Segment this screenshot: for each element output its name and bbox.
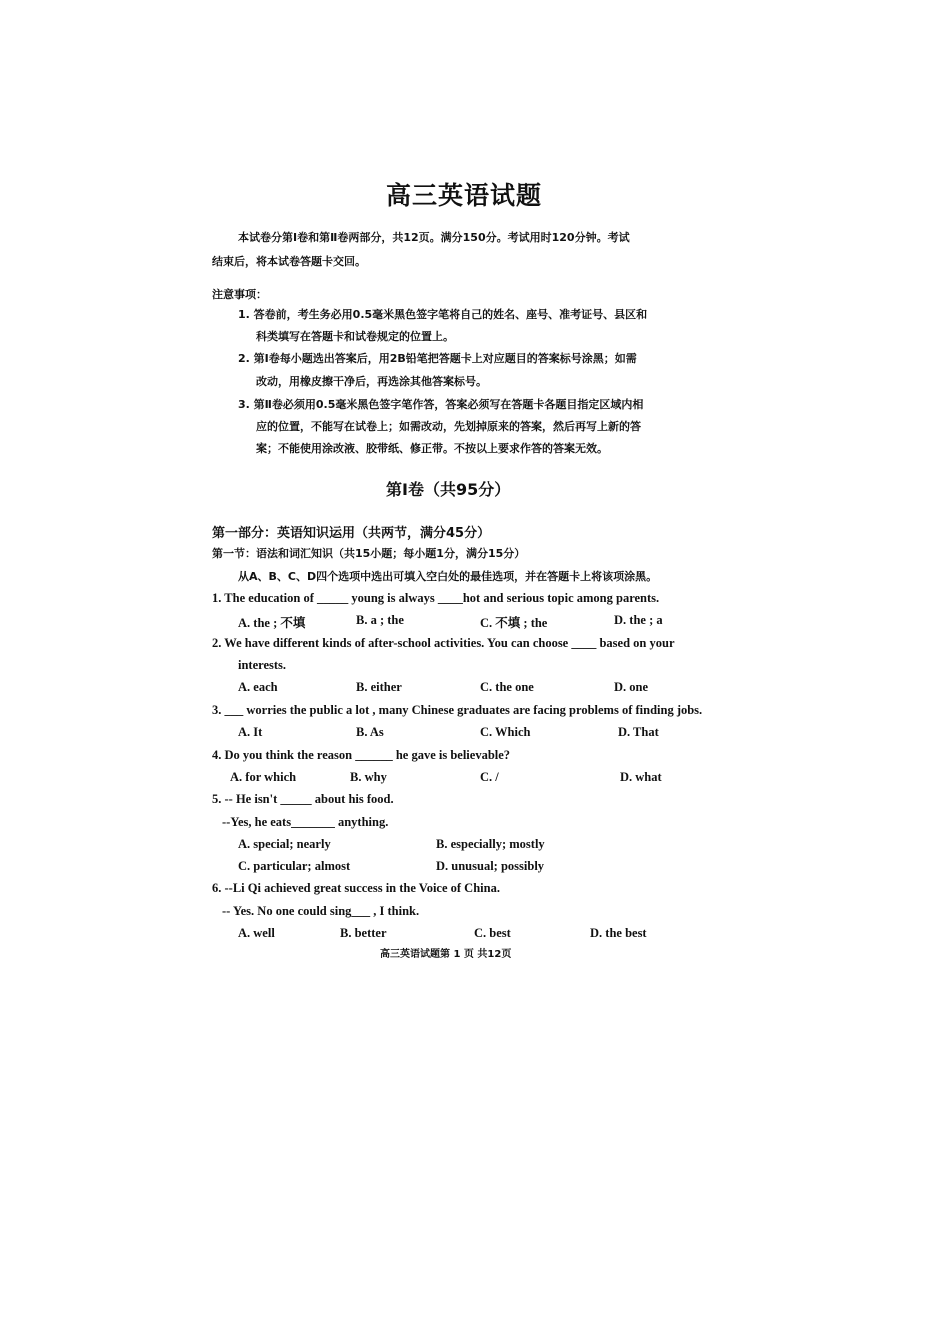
question-4-option-c: C. / xyxy=(480,770,499,784)
question-6-stem-line-2: -- Yes. No one could sing___ , I think. xyxy=(222,904,420,918)
intro-line-1: 本试卷分第Ⅰ卷和第Ⅱ卷两部分，共12页。满分150分。考试用时120分钟。考试 xyxy=(238,231,630,244)
note-3-line-2: 应的位置，不能写在试卷上；如需改动，先划掉原来的答案，然后再写上新的答 xyxy=(256,420,641,433)
note-3-line-3: 案；不能使用涂改液、胶带纸、修正带。不按以上要求作答的答案无效。 xyxy=(256,442,608,455)
note-2-line-2: 改动，用橡皮擦干净后，再选涂其他答案标号。 xyxy=(256,375,487,388)
question-1-option-a: A. the ; 不填 xyxy=(238,616,306,630)
page-footer: 高三英语试题第 1 页 共12页 xyxy=(380,949,512,960)
question-3-option-c: C. Which xyxy=(480,725,531,739)
question-6-option-a: A. well xyxy=(238,926,275,940)
question-2-stem-line-1: 2. We have different kinds of after-school activities. You can choose ____ based on your xyxy=(212,636,675,650)
question-1-option-d: D. the ; a xyxy=(614,613,663,627)
part-1-instruction: 从A、B、C、D四个选项中选出可填入空白处的最佳选项，并在答题卡上将该项涂黑。 xyxy=(238,570,658,583)
question-6-option-c: C. best xyxy=(474,926,511,940)
question-4-stem: 4. Do you think the reason ______ he gave is believable? xyxy=(212,748,511,762)
page-title: 高三英语试题 xyxy=(386,181,543,210)
note-3-line-1: 3. 第Ⅱ卷必须用0.5毫米黑色签字笔作答，答案必须写在答题卡各题目指定区域内相 xyxy=(238,398,644,411)
question-1-option-c: C. 不填 ; the xyxy=(480,616,548,630)
question-5-stem-line-2: --Yes, he eats_______ anything. xyxy=(222,815,389,829)
question-2-option-c: C. the one xyxy=(480,680,534,694)
question-5-option-b: B. especially; mostly xyxy=(436,837,545,851)
note-2-line-1: 2. 第Ⅰ卷每小题选出答案后，用2B铅笔把答题卡上对应题目的答案标号涂黑；如需 xyxy=(238,352,637,365)
note-1-line-2: 科类填写在答题卡和试卷规定的位置上。 xyxy=(256,330,454,343)
part-1-subheading: 第一节：语法和词汇知识（共15小题；每小题1分，满分15分） xyxy=(212,547,526,560)
notes-heading: 注意事项： xyxy=(212,288,267,301)
note-1-line-1: 1. 答卷前，考生务必用0.5毫米黑色签字笔将自己的姓名、座号、准考证号、县区和 xyxy=(238,308,648,321)
intro-line-2: 结束后，将本试卷答题卡交回。 xyxy=(212,255,366,268)
question-2-stem-line-2: interests. xyxy=(238,658,287,672)
question-1-option-b: B. a ; the xyxy=(356,613,404,627)
question-3-option-d: D. That xyxy=(618,725,659,739)
question-4-option-a: A. for which xyxy=(230,770,297,784)
question-2-option-b: B. either xyxy=(356,680,402,694)
question-2-option-a: A. each xyxy=(238,680,278,694)
question-4-option-b: B. why xyxy=(350,770,387,784)
question-5-option-c: C. particular; almost xyxy=(238,859,351,873)
question-2-option-d: D. one xyxy=(614,680,649,694)
question-1-stem: 1. The education of _____ young is always ____hot and serious topic among parents. xyxy=(212,591,660,605)
question-3-stem: 3. ___ worries the public a lot , many Chinese graduates are facing problems of finding jobs. xyxy=(212,703,703,717)
question-4-option-d: D. what xyxy=(620,770,662,784)
question-3-option-a: A. It xyxy=(238,725,263,739)
question-5-stem-line-1: 5. -- He isn't _____ about his food. xyxy=(212,792,394,806)
question-6-stem-line-1: 6. --Li Qi achieved great success in the Voice of China. xyxy=(212,881,500,895)
question-6-option-b: B. better xyxy=(340,926,387,940)
part-1-heading: 第一部分：英语知识运用（共两节，满分45分） xyxy=(212,526,491,541)
question-6-option-d: D. the best xyxy=(590,926,647,940)
question-5-option-a: A. special; nearly xyxy=(238,837,331,851)
question-5-option-d: D. unusual; possibly xyxy=(436,859,545,873)
question-3-option-b: B. As xyxy=(356,725,384,739)
section-1-heading: 第Ⅰ卷（共95分） xyxy=(386,480,511,499)
